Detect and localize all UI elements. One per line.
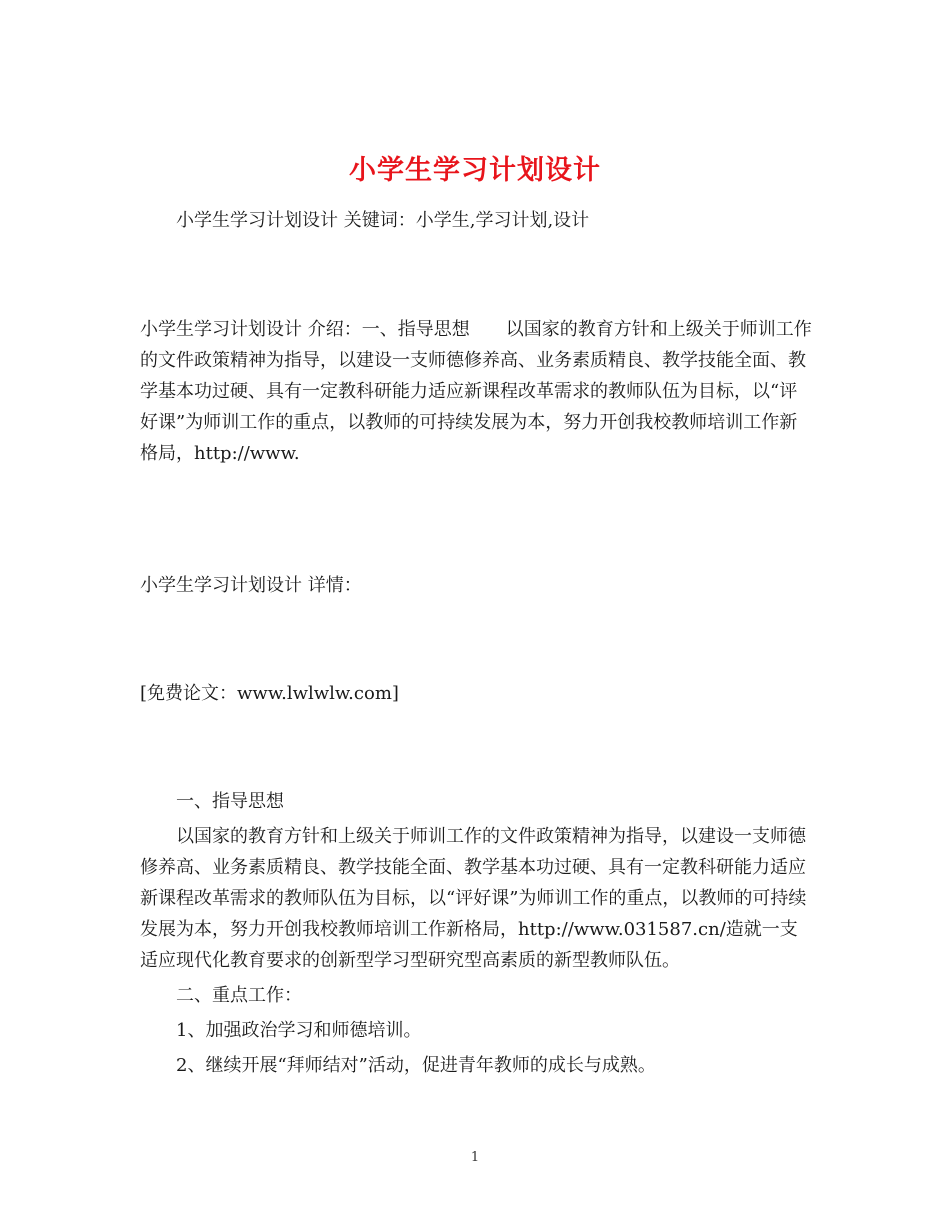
details-label: 小学生学习计划设计 详情： (140, 575, 362, 596)
keywords-line: 小学生学习计划设计 关键词：小学生,学习计划,设计 (176, 210, 590, 231)
document-title: 小学生学习计划设计 (349, 155, 601, 187)
section-heading-key-work: 二、重点工作： (176, 985, 302, 1006)
key-work-item-1: 1、加强政治学习和师德培训。 (176, 1020, 422, 1041)
intro-paragraph: 小学生学习计划设计 介绍：一、指导思想 以国家的教育方针和上级关于师训工作的文件政策精神为指导，以建设一支师德修养高、业务素质精良、教学技能全面、教学基本功过硬、具有一定教科研能力适应新课程改革需求的教师队伍为目标，以“评好课”为师训工作的重点，以教师的可持续发展为本，努力开创我校教师培训工作新格局，http://www. (140, 319, 812, 464)
page-number: 1 (470, 1150, 480, 1165)
section-heading-guiding-thought: 一、指导思想 (176, 791, 284, 812)
body-content (140, 786, 812, 1085)
guiding-thought-paragraph: 以国家的教育方针和上级关于师训工作的文件政策精神为指导，以建设一支师德修养高、业务素质精良、教学技能全面、教学基本功过硬、具有一定教科研能力适应新课程改革需求的教师队伍为目标，以“评好课”为师训工作的重点，以教师的可持续发展为本，努力开创我校教师培训工作新格局，http://www.031587.cn/造就一支适应现代化教育要求的创新型学习型研究型高素质的新型教师队伍。 (140, 826, 807, 971)
key-work-item-2: 2、继续开展“拜师结对”活动，促进青年教师的成长与成熟。 (176, 1055, 656, 1076)
free-paper-link[interactable]: [免费论文：www.lwlwlw.com] (140, 683, 399, 704)
